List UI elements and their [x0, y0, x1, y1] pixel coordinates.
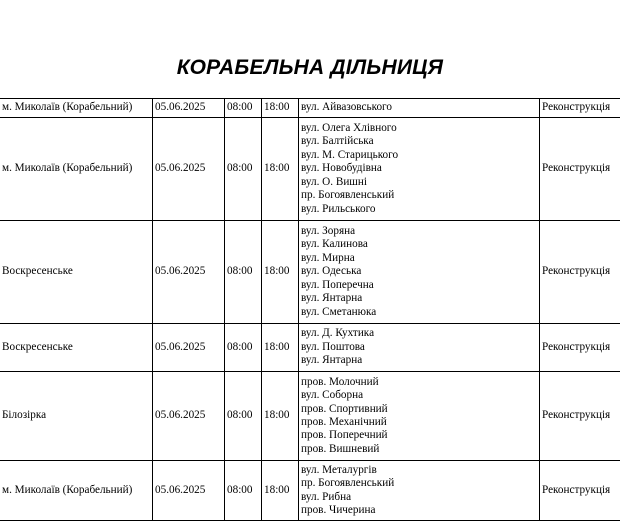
schedule-body — [0, 99, 620, 521]
street-item: вул. Янтарна — [301, 354, 363, 367]
street-item: вул. Янтарна — [301, 292, 363, 305]
street-item: вул. Сметанюка — [301, 305, 377, 318]
reason-cell: Реконструкція — [540, 372, 620, 461]
table-row — [0, 324, 620, 372]
streets-cell — [299, 118, 540, 221]
street-item: вул. Зоряна — [301, 225, 356, 238]
start-time-cell: 08:00 — [225, 99, 262, 118]
streets-cell — [299, 372, 540, 461]
street-item: пров. Вишневий — [301, 442, 380, 455]
start-time-cell: 08:00 — [225, 324, 262, 372]
street-item: вул. Соборна — [301, 389, 364, 402]
streets-cell — [299, 461, 540, 521]
street-item: пров. Чичерина — [301, 503, 376, 516]
locality-cell: Білозірка — [0, 372, 153, 461]
locality-cell: м. Миколаїв (Корабельний) — [0, 461, 153, 521]
outage-schedule-table — [0, 98, 620, 521]
street-item: вул. Металургів — [301, 463, 377, 476]
reason-cell: Реконструкція — [540, 461, 620, 521]
street-item: вул. Балтійська — [301, 135, 374, 148]
locality-cell: м. Миколаїв (Корабельний) — [0, 118, 153, 221]
street-item: вул. Новобудівна — [301, 162, 382, 175]
end-time-cell: 18:00 — [262, 118, 299, 221]
street-item: пров. Механічний — [301, 416, 387, 428]
street-item: вул. Рибна — [301, 490, 352, 503]
street-item: вул. Поперечна — [301, 278, 374, 291]
date-cell: 05.06.2025 — [153, 461, 225, 521]
date-cell: 05.06.2025 — [153, 99, 225, 118]
date-cell: 05.06.2025 — [153, 118, 225, 221]
street-item: вул. Поштова — [301, 340, 365, 353]
table-row — [0, 461, 620, 521]
table-row — [0, 221, 620, 324]
streets-cell — [299, 221, 540, 324]
start-time-cell: 08:00 — [225, 221, 262, 324]
table-row — [0, 372, 620, 461]
street-item: вул. Олега Хлівного — [301, 122, 397, 135]
reason-cell: Реконструкція — [540, 221, 620, 324]
date-cell: 05.06.2025 — [153, 221, 225, 324]
street-item: пров. Поперечний — [301, 429, 388, 442]
locality-cell: Воскресенське — [0, 324, 153, 372]
reason-cell: Реконструкція — [540, 118, 620, 221]
start-time-cell: 08:00 — [225, 461, 262, 521]
date-cell: 05.06.2025 — [153, 372, 225, 461]
reason-cell: Реконструкція — [540, 99, 620, 118]
locality-cell: м. Миколаїв (Корабельний) — [0, 99, 153, 118]
street-item: пров. Молочний — [301, 375, 379, 388]
table-row — [0, 99, 620, 118]
end-time-cell: 18:00 — [262, 221, 299, 324]
street-item: вул. Калинова — [301, 238, 368, 251]
page-title: КОРАБЕЛЬНА ДІЛЬНИЦЯ — [176, 56, 444, 79]
street-item: вул. Мирна — [301, 251, 355, 264]
street-item: пр. Богоявленський — [301, 477, 395, 490]
locality-cell: Воскресенське — [0, 221, 153, 324]
streets-cell — [299, 324, 540, 372]
street-item: пр. Богоявленський — [301, 189, 395, 202]
street-item: вул. О. Вишні — [301, 175, 368, 188]
date-cell: 05.06.2025 — [153, 324, 225, 372]
end-time-cell: 18:00 — [262, 461, 299, 521]
start-time-cell: 08:00 — [225, 372, 262, 461]
street-item: вул. Айвазовського — [301, 101, 392, 114]
street-item: пров. Спортивний — [301, 402, 388, 415]
reason-cell: Реконструкція — [540, 324, 620, 372]
end-time-cell: 18:00 — [262, 324, 299, 372]
end-time-cell: 18:00 — [262, 99, 299, 118]
street-item: вул. Одеська — [301, 265, 362, 278]
end-time-cell: 18:00 — [262, 372, 299, 461]
streets-cell — [299, 99, 540, 118]
street-item: вул. М. Старицького — [301, 148, 399, 161]
start-time-cell: 08:00 — [225, 118, 262, 221]
street-item: вул. Д. Кухтика — [301, 327, 375, 340]
table-row — [0, 118, 620, 221]
street-item: вул. Рильського — [301, 202, 376, 215]
